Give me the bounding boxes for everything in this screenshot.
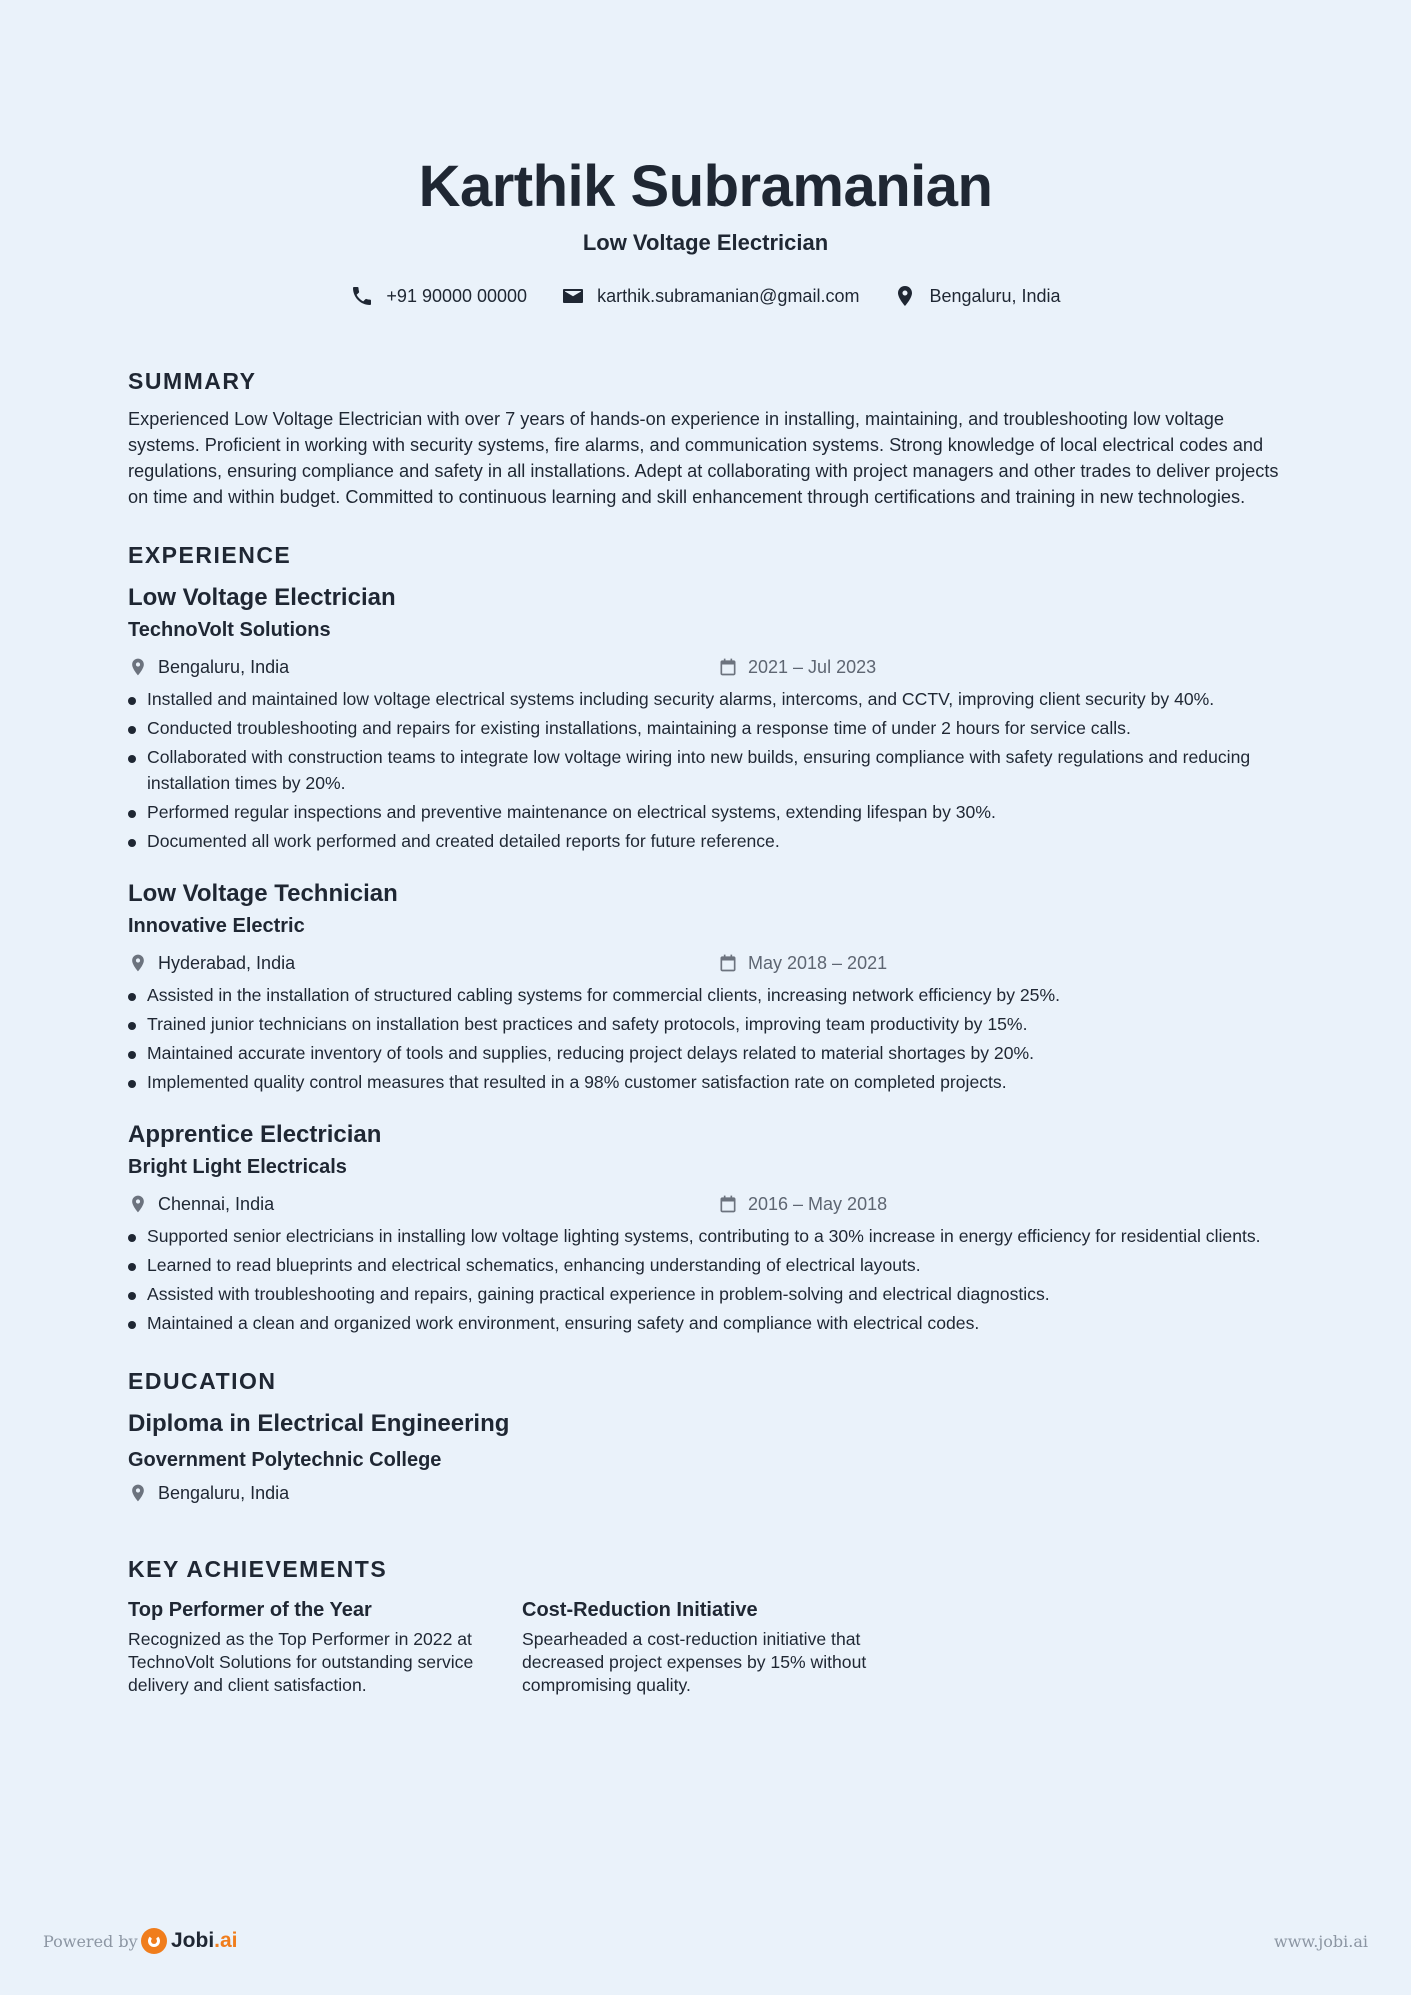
experience-section <box>128 540 1283 1336</box>
achievement-text: Recognized as the Top Performer in 2022 at TechnoVolt Solutions for outstanding service delivery and client satisfaction. <box>128 1629 474 1695</box>
job-company: Bright Light Electricals <box>128 1156 347 1178</box>
calendar-icon <box>718 953 738 973</box>
bullet-dot <box>128 1263 136 1271</box>
bullet-dot <box>128 1080 136 1088</box>
job-title: Low Voltage Electrician <box>128 584 396 611</box>
calendar-icon <box>718 1194 738 1214</box>
jobi-logo[interactable] <box>141 1928 238 1954</box>
education-location <box>128 1480 289 1506</box>
achievements-section <box>128 1554 1283 1697</box>
candidate-name: Karthik Subramanian <box>418 154 993 219</box>
job-bullets <box>128 1223 1283 1336</box>
job-bullet: Performed regular inspections and preventive maintenance on electrical systems, extending lifespan by 30%. <box>128 799 1283 825</box>
summary-text: Experienced Low Voltage Electrician with over 7 years of hands-on experience in installing, maintaining, and troubleshooting low voltage systems. Proficient in working with security systems, fire alarms, and communication systems. Strong knowledge of local electrical codes and regulations, ensuring compliance and safety in all installations. Adept at collaborating with project managers and other trades to deliver projects on time and within budget. Committed to continuous learning and skill enhancement through certifications and training in new technologies. <box>128 409 1279 507</box>
education-heading: EDUCATION <box>128 1368 277 1394</box>
education-meta <box>128 1480 1283 1506</box>
job-entry <box>128 1119 1283 1336</box>
job-bullet: Learned to read blueprints and electrical schematics, enhancing understanding of electrical layouts. <box>128 1252 1283 1278</box>
achievements-grid <box>128 1596 1283 1697</box>
contact-location <box>893 284 1060 308</box>
bullet-dot <box>128 1022 136 1030</box>
job-bullet: Maintained accurate inventory of tools and supplies, reducing project delays related to material shortages by 20%. <box>128 1040 1283 1066</box>
envelope-icon <box>561 284 585 308</box>
calendar-icon <box>718 657 738 677</box>
candidate-title: Low Voltage Electrician <box>582 230 829 255</box>
contact-phone[interactable] <box>350 284 527 308</box>
website-link[interactable]: www.jobi.ai <box>1274 1932 1368 1951</box>
job-dates-text: 2016 – May 2018 <box>748 1194 888 1214</box>
job-company: Innovative Electric <box>128 915 305 937</box>
experience-heading: EXPERIENCE <box>128 542 292 568</box>
job-title: Low Voltage Technician <box>128 880 398 907</box>
job-bullet: Collaborated with construction teams to integrate low voltage wiring into new builds, ensuring compliance with safety regulations and reducing installation times by 20%. <box>128 744 1283 796</box>
achievement-text: Spearheaded a cost-reduction initiative that decreased project expenses by 15% without compromising quality. <box>522 1629 867 1695</box>
job-title: Apprentice Electrician <box>128 1121 382 1148</box>
job-bullet: Documented all work performed and created detailed reports for future reference. <box>128 828 1283 854</box>
job-bullet: Assisted with troubleshooting and repairs, gaining practical experience in problem-solving and electrical diagnostics. <box>128 1281 1283 1307</box>
phone-text: +91 90000 00000 <box>386 286 528 306</box>
job-meta <box>128 950 1283 976</box>
bullet-dot <box>128 755 136 763</box>
job-dates <box>718 654 876 680</box>
bullet-dot <box>128 993 136 1001</box>
job-company: TechnoVolt Solutions <box>128 619 331 641</box>
jobi-logo-text: Jobi.ai <box>171 1929 238 1952</box>
achievement-item <box>522 1596 886 1697</box>
job-location-text: Bengaluru, India <box>158 657 290 677</box>
achievement-title: Cost-Reduction Initiative <box>522 1599 758 1621</box>
resume-page <box>128 0 1283 1697</box>
job-bullet: Trained junior technicians on installation best practices and safety protocols, improving team productivity by 15%. <box>128 1011 1283 1037</box>
job-bullet: Maintained a clean and organized work environment, ensuring safety and compliance with electrical codes. <box>128 1310 1283 1336</box>
job-bullet: Conducted troubleshooting and repairs for existing installations, maintaining a response time of under 2 hours for service calls. <box>128 715 1283 741</box>
job-location-text: Hyderabad, India <box>158 953 296 973</box>
bullet-dot <box>128 697 136 705</box>
map-pin-icon <box>893 284 917 308</box>
map-pin-icon <box>128 953 148 973</box>
job-entry <box>128 878 1283 1095</box>
job-location <box>128 654 289 680</box>
job-bullet: Assisted in the installation of structured cabling systems for commercial clients, increasing network efficiency by 25%. <box>128 982 1283 1008</box>
map-pin-icon <box>128 657 148 677</box>
map-pin-icon <box>128 1483 148 1503</box>
education-section <box>128 1366 1283 1506</box>
powered-by-text: Powered by <box>43 1932 138 1951</box>
phone-icon <box>350 284 374 308</box>
job-dates <box>718 950 887 976</box>
job-meta <box>128 654 1283 680</box>
job-dates-text: May 2018 – 2021 <box>748 953 888 973</box>
achievements-heading: KEY ACHIEVEMENTS <box>128 1556 388 1582</box>
job-location-text: Chennai, India <box>158 1194 275 1214</box>
map-pin-icon <box>128 1194 148 1214</box>
bullet-dot <box>128 1321 136 1329</box>
education-location-text: Bengaluru, India <box>158 1483 290 1503</box>
job-bullets <box>128 686 1283 854</box>
summary-section <box>128 366 1283 510</box>
resume-header <box>128 0 1283 308</box>
jobi-logo-icon <box>141 1928 167 1954</box>
job-location <box>128 950 295 976</box>
contact-email[interactable] <box>561 284 859 308</box>
job-entry <box>128 582 1283 854</box>
job-location <box>128 1191 274 1217</box>
bullet-dot <box>128 1292 136 1300</box>
education-degree: Diploma in Electrical Engineering <box>128 1410 510 1437</box>
job-bullet: Supported senior electricians in installing low voltage lighting systems, contributing to a 30% increase in energy efficiency for residential clients. <box>128 1223 1283 1249</box>
job-dates <box>718 1191 887 1217</box>
summary-heading: SUMMARY <box>128 368 257 394</box>
job-bullet: Installed and maintained low voltage electrical systems including security alarms, intercoms, and CCTV, improving client security by 40%. <box>128 686 1283 712</box>
page-footer <box>0 1928 1411 1958</box>
job-bullets <box>128 982 1283 1095</box>
achievement-item <box>128 1596 492 1697</box>
education-school: Government Polytechnic College <box>128 1449 442 1471</box>
bullet-dot <box>128 1051 136 1059</box>
job-bullet: Implemented quality control measures that resulted in a 98% customer satisfaction rate on completed projects. <box>128 1069 1283 1095</box>
bullet-dot <box>128 726 136 734</box>
job-meta <box>128 1191 1283 1217</box>
bullet-dot <box>128 1234 136 1242</box>
location-text: Bengaluru, India <box>929 286 1061 306</box>
job-dates-text: 2021 – Jul 2023 <box>748 657 877 677</box>
bullet-dot <box>128 839 136 847</box>
email-text: karthik.subramanian@gmail.com <box>597 286 860 306</box>
bullet-dot <box>128 810 136 818</box>
contact-row <box>128 284 1283 308</box>
achievement-title: Top Performer of the Year <box>128 1599 372 1621</box>
